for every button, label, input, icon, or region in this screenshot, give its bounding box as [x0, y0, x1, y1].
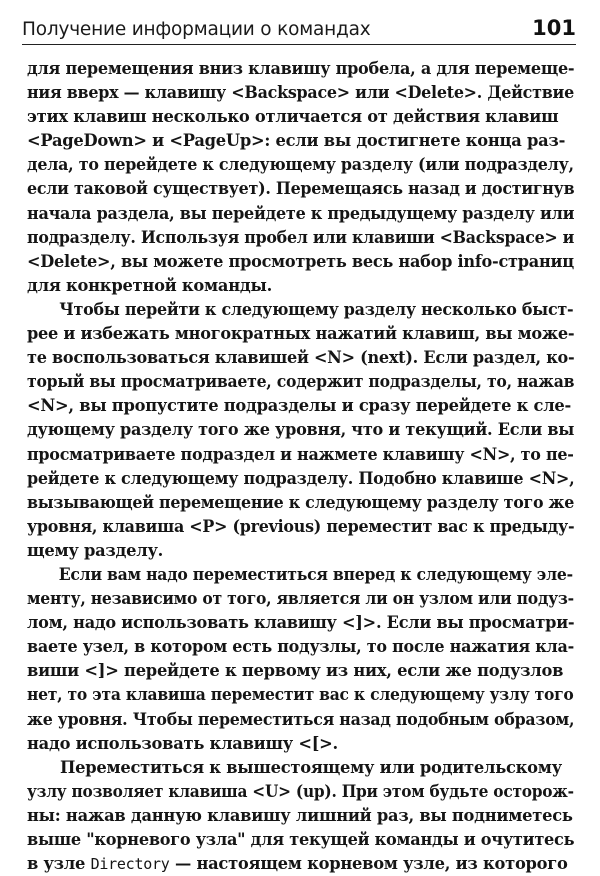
text-line: же уровня. Чтобы переместиться назад подобным образом, — [27, 709, 575, 729]
text-line: надо использовать клавишу <[>. — [27, 733, 338, 753]
text-line: рейдете к следующему подразделу. Подобно клавише <N>, — [27, 468, 575, 488]
text-line: лом, надо использовать клавишу <]>. Если вы просматри- — [27, 613, 575, 633]
text-line: для конкретной команды. — [27, 275, 272, 295]
body-text — [27, 57, 574, 876]
text-line: если таковой существует). Перемещаясь назад и достигнув — [27, 179, 575, 199]
page-number: 101 — [532, 16, 576, 40]
header-rule — [22, 44, 576, 45]
text-line: для перемещения вниз клавишу пробела, а для перемеще- — [27, 59, 575, 78]
page-header — [22, 4, 576, 40]
text-line: ны: нажав данную клавишу лишний раз, вы подниметесь — [27, 805, 573, 825]
text-line: рее и избежать многократных нажатий клавиш, вы може- — [27, 324, 575, 344]
paragraph-3 — [27, 563, 574, 756]
text-line: <N>, вы пропустите подразделы и сразу перейдете к сле- — [27, 396, 572, 416]
text-fragment: — настоящем корневом узле, из которого — [169, 854, 568, 874]
text-line: выше "корневого узла" для текущей команды и очутитесь — [27, 830, 575, 849]
text-fragment: в узле — [27, 854, 91, 874]
text-line: узлу позволяет клавиша <U> (up). При этом будьте осторож- — [27, 781, 574, 801]
text-line: Чтобы перейти к следующему разделу несколько быст- — [59, 299, 574, 319]
text-line: ваете узел, в котором есть подузлы, то после нажатия кла- — [27, 637, 575, 657]
text-line: подразделу. Используя пробел или клавиши <Backspace> и — [27, 227, 575, 247]
text-line: ния вверх — клавишу <Backspace> или <Delete>. Действие — [27, 83, 574, 103]
text-line: этих клавиш несколько отличается от действия клавиш — [27, 107, 559, 127]
paragraph-2 — [27, 298, 574, 563]
text-line: те воспользоваться клавишей <N> (next). Если раздел, ко- — [27, 348, 575, 368]
running-title: Получение информации о командах — [22, 19, 371, 40]
text-line: менту, независимо от того, является ли он узлом или подуз- — [27, 589, 574, 609]
code-directory: Directory — [90, 855, 170, 874]
text-line: щему разделу. — [27, 540, 164, 560]
text-line: <PageDown> и <PageUp>: если вы достигнете конца раз- — [27, 131, 566, 151]
text-line: нет, то эта клавиша переместит вас к следующему узлу того — [27, 685, 574, 705]
text-line: начала раздела, вы перейдете к предыдущему разделу или — [27, 203, 575, 223]
text-line: уровня, клавиша <P> (previous) переместит вас к предыду- — [27, 516, 575, 536]
text-line — [27, 852, 574, 876]
text-line: торый вы просматриваете, содержит подразделы, то, нажав — [27, 372, 575, 392]
text-line: Если вам надо переместиться вперед к следующему эле- — [58, 564, 573, 584]
text-line: дела, то перейдете к следующему разделу (или подразделу, — [27, 155, 574, 175]
text-line: просматриваете подраздел и нажмете клавишу <N>, то пе- — [27, 444, 574, 464]
text-line: <Delete>, вы можете просмотреть весь набор info-страниц — [27, 251, 574, 271]
text-line: виши <]> перейдете к первому из них, если же подузлов — [27, 661, 564, 681]
paragraph-4 — [27, 756, 574, 876]
text-line: Переместиться к вышестоящему или родительскому — [60, 757, 562, 777]
text-line: вызывающей перемещение к следующему разделу того же — [27, 492, 575, 512]
paragraph-1 — [27, 57, 574, 298]
text-line: дующему разделу того же уровня, что и текущий. Если вы — [27, 420, 575, 440]
